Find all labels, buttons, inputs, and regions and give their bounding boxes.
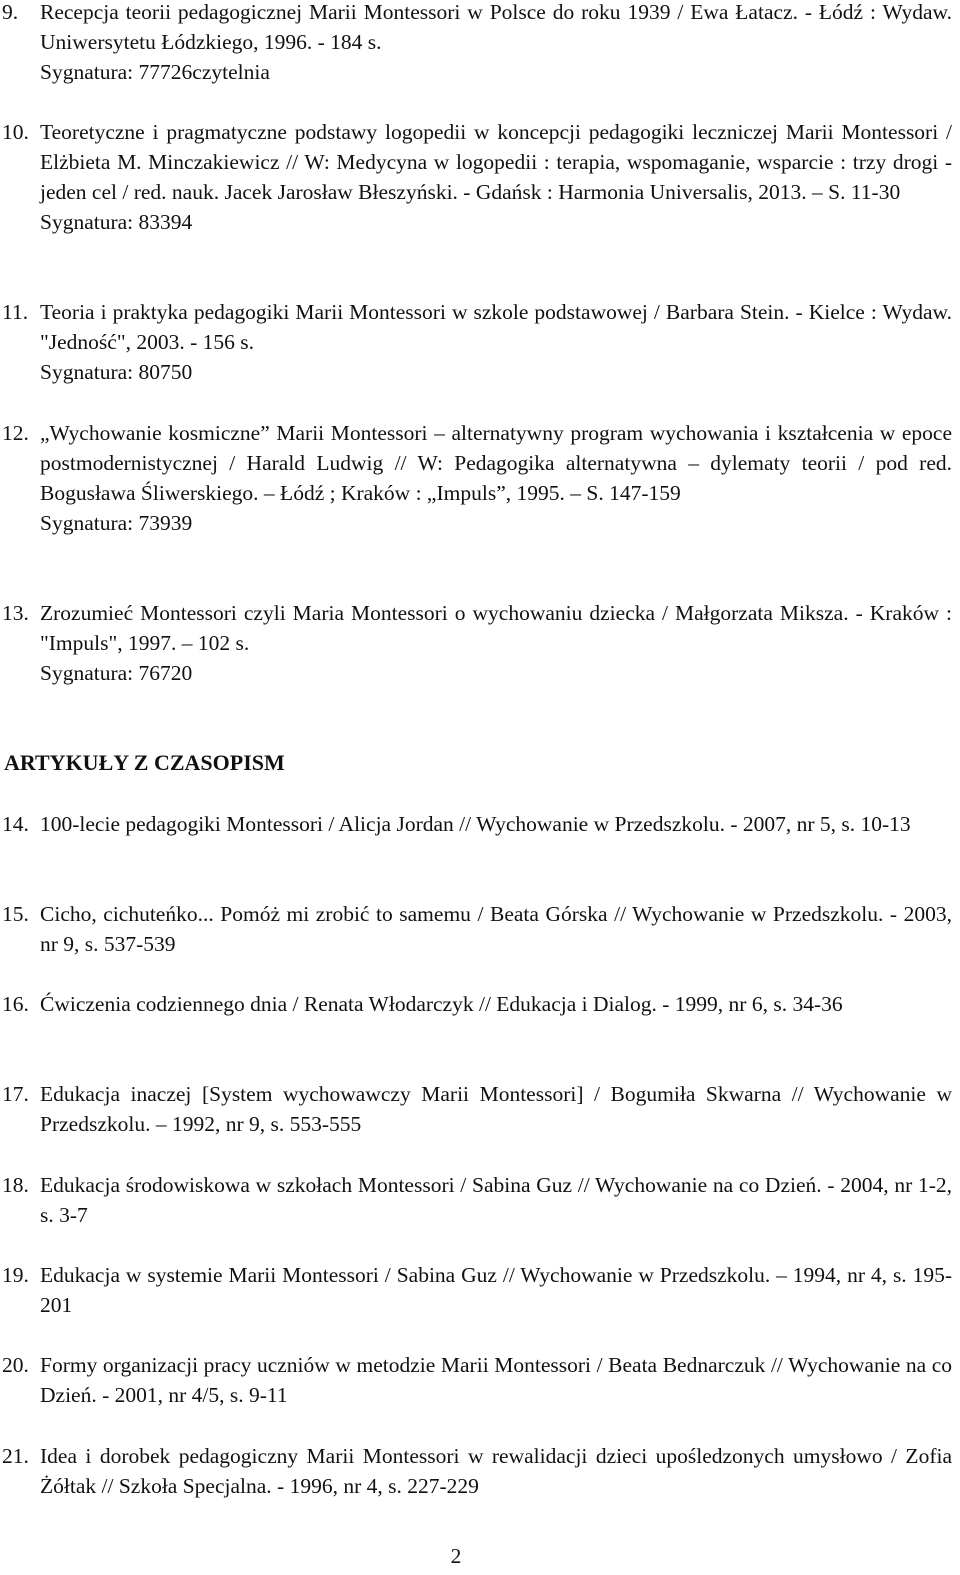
entry-citation: Idea i dorobek pedagogiczny Marii Montessori w rewalidacji dzieci upośledzonych umysłowo / Zofia Żółtak // Szkoła Specjalna. - 1996, nr 4, s. 227-229 bbox=[40, 1444, 952, 1498]
article-entry-17 bbox=[0, 1079, 952, 1139]
entry-number: 21. bbox=[2, 1444, 29, 1468]
entry-number: 9. bbox=[2, 0, 19, 24]
entry-body bbox=[40, 1350, 952, 1410]
entry-body bbox=[40, 809, 952, 839]
entry-number: 18. bbox=[2, 1173, 29, 1197]
article-entry-18 bbox=[0, 1170, 952, 1230]
entry-citation: Zrozumieć Montessori czyli Maria Montessori o wychowaniu dziecka / Małgorzata Miksza. - Kraków : "Impuls", 1997. – 102 s. bbox=[40, 601, 952, 655]
bibliography-entry-9 bbox=[0, 0, 952, 87]
entry-number: 16. bbox=[2, 992, 29, 1016]
entry-citation: Ćwiczenia codziennego dnia / Renata Włodarczyk // Edukacja i Dialog. - 1999, nr 6, s. 34-36 bbox=[40, 992, 843, 1016]
article-entry-20 bbox=[0, 1350, 952, 1410]
bibliography-entry-10 bbox=[0, 117, 952, 237]
page-number: 2 bbox=[450, 1544, 462, 1568]
entry-citation: Formy organizacji pracy uczniów w metodzie Marii Montessori / Beata Bednarczuk // Wychowanie na co Dzień. - 2001, nr 4/5, s. 9-11 bbox=[40, 1353, 952, 1407]
entry-citation: Teoretyczne i pragmatyczne podstawy logopedii w koncepcji pedagogiki leczniczej Marii Montessori / Elżbieta M. Minczakiewicz // W: Medycyna w logopedii : terapia, wspomaganie, wsparcie : trzy drogi - jeden cel / red. nauk. Jacek Jarosław Błeszyński. - Gdańsk : Harmonia Universalis, 2013. – S. 11-30 bbox=[40, 120, 952, 204]
entry-body bbox=[40, 0, 952, 87]
entry-signature: Sygnatura: 80750 bbox=[40, 360, 193, 384]
bibliography-entry-11 bbox=[0, 297, 952, 387]
entry-citation: Cicho, cichuteńko... Pomóż mi zrobić to samemu / Beata Górska // Wychowanie w Przedszkolu. - 2003, nr 9, s. 537-539 bbox=[40, 902, 952, 956]
entry-number: 19. bbox=[2, 1263, 29, 1287]
entry-body bbox=[40, 989, 952, 1019]
entry-number: 13. bbox=[2, 601, 29, 625]
entry-number: 14. bbox=[2, 812, 29, 836]
entry-signature: Sygnatura: 83394 bbox=[40, 210, 193, 234]
bibliography-entry-12 bbox=[0, 418, 952, 538]
entry-body bbox=[40, 598, 952, 688]
entry-signature: Sygnatura: 77726czytelnia bbox=[40, 60, 270, 84]
entry-signature: Sygnatura: 73939 bbox=[40, 511, 193, 535]
entry-signature: Sygnatura: 76720 bbox=[40, 661, 193, 685]
entry-body bbox=[40, 1260, 952, 1320]
entry-citation: Teoria i praktyka pedagogiki Marii Montessori w szkole podstawowej / Barbara Stein. - Kielce : Wydaw. "Jedność", 2003. - 156 s. bbox=[40, 300, 952, 354]
entry-body bbox=[40, 1170, 952, 1230]
article-entry-15 bbox=[0, 899, 952, 959]
article-entry-19 bbox=[0, 1260, 952, 1320]
entry-citation: „Wychowanie kosmiczne” Marii Montessori – alternatywny program wychowania i kształcenia w epoce postmodernistycznej / Harald Ludwig // W: Pedagogika alternatywna – dylematy teorii / pod red. Bogusława Śliwerskiego. – Łódź ; Kraków : „Impuls”, 1995. – S. 147-159 bbox=[40, 421, 952, 505]
article-entry-14 bbox=[0, 809, 952, 839]
entry-citation: Recepcja teorii pedagogicznej Marii Montessori w Polsce do roku 1939 / Ewa Łatacz. - Łódź : Wydaw. Uniwersytetu Łódzkiego, 1996. - 184 s. bbox=[40, 0, 952, 54]
entry-number: 12. bbox=[2, 421, 29, 445]
entry-body bbox=[40, 899, 952, 959]
entry-number: 10. bbox=[2, 120, 29, 144]
article-entry-16 bbox=[0, 989, 952, 1019]
article-entry-21 bbox=[0, 1441, 952, 1501]
entry-body bbox=[40, 117, 952, 237]
entry-body bbox=[40, 1441, 952, 1501]
entry-citation: Edukacja środowiskowa w szkołach Montessori / Sabina Guz // Wychowanie na co Dzień. - 2004, nr 1-2, s. 3-7 bbox=[40, 1173, 952, 1227]
bibliography-entry-13 bbox=[0, 598, 952, 688]
section-heading: ARTYKUŁY Z CZASOPISM bbox=[4, 750, 285, 775]
entry-number: 20. bbox=[2, 1353, 29, 1377]
entry-citation: Edukacja inaczej [System wychowawczy Marii Montessori] / Bogumiła Skwarna // Wychowanie w Przedszkolu. – 1992, nr 9, s. 553-555 bbox=[40, 1082, 952, 1136]
entry-body bbox=[40, 297, 952, 387]
entry-body bbox=[40, 418, 952, 538]
entry-number: 17. bbox=[2, 1082, 29, 1106]
entry-number: 11. bbox=[2, 300, 29, 324]
entry-body bbox=[40, 1079, 952, 1139]
entry-number: 15. bbox=[2, 902, 29, 926]
entry-citation: Edukacja w systemie Marii Montessori / Sabina Guz // Wychowanie w Przedszkolu. – 1994, nr 4, s. 195-201 bbox=[40, 1263, 952, 1317]
entry-citation: 100-lecie pedagogiki Montessori / Alicja Jordan // Wychowanie w Przedszkolu. - 2007, nr 5, s. 10-13 bbox=[40, 812, 911, 836]
